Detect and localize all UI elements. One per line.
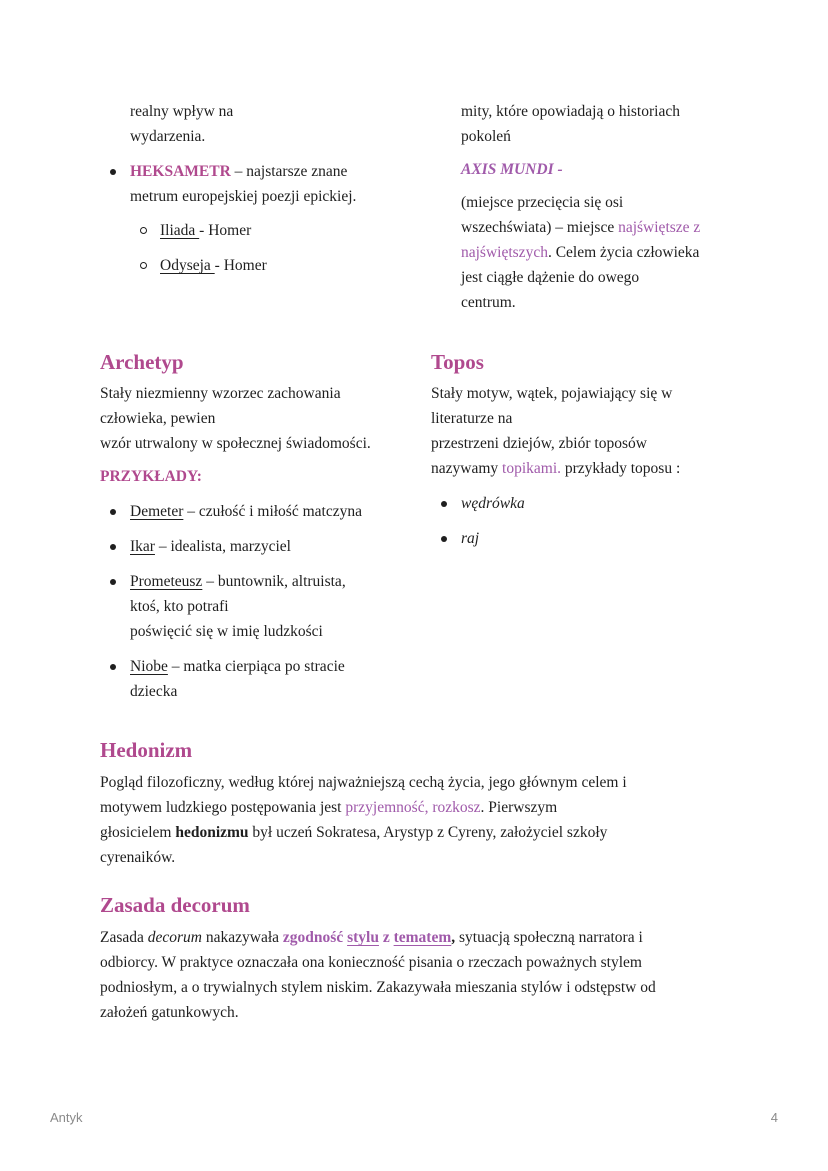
work-title: Odyseja <box>160 257 215 274</box>
topos-definition: Stały motyw, wątek, pojawiający się w literaturze na przestrzeni dziejów, zbiór toposów nazywamy topikami. przykłady toposu : <box>431 385 681 477</box>
work-title: Iliada <box>160 222 200 239</box>
works-list <box>160 218 430 278</box>
continued-text: mity, które opowiadają o historiach pokoleń <box>461 103 680 145</box>
section-heading: Hedonizm <box>100 738 193 762</box>
hedonizm-definition: Pogląd filozoficzny, według której najważniejszą cechą życia, jego głównym celem i motywem ludzkiego postępowania jest przyjemność, rozkosz. Pierwszym głosicielem hedonizmu był uczeń Sokratesa, Arystyp z Cyreny, założyciel szkoły cyrenaików. <box>100 774 627 866</box>
axis-mundi-definition: (miejsce przecięcia się osi wszechświata) – miejsce najświętsze z najświętszych. Celem życia człowieka jest ciągłe dążenie do owego centrum. <box>461 194 701 311</box>
footer-page-number: 4 <box>770 1110 778 1125</box>
list-item: Odyseja - Homer <box>160 253 430 278</box>
section-heading: Topos <box>431 350 484 374</box>
list-item: Prometeusz – buntownik, altruista, ktoś, kto potrafi poświęcić się w imię ludzkości <box>130 569 420 644</box>
left-top-block <box>130 99 430 278</box>
decorum-section <box>100 892 760 1025</box>
list-item: Demeter – czułość i miłość matczyna <box>130 499 420 524</box>
list-item: raj <box>461 526 751 551</box>
continued-text: realny wpływ na wydarzenia. <box>130 103 234 145</box>
right-top-block <box>461 99 761 315</box>
archetyp-definition: Stały niezmienny wzorzec zachowania człowieka, pewien wzór utrwalony w społecznej świadomości. <box>100 385 371 452</box>
axis-mundi-term: AXIS MUNDI - <box>461 161 563 178</box>
list-item: wędrówka <box>461 491 751 516</box>
list-item: Ikar – idealista, marzyciel <box>130 534 420 559</box>
topos-examples-list <box>461 491 751 551</box>
archetyp-examples-list <box>130 499 420 704</box>
list-item: Iliada - Homer <box>160 218 430 243</box>
hedonizm-section <box>100 737 740 870</box>
decorum-definition: Zasada decorum nakazywała zgodność stylu z tematem, sytuacją społeczną narratora i odbiorcy. W praktyce oznaczała ona konieczność pisania o rzeczach poważnych stylem podniosłym, a o trywialnych stylem niskim. Zakazywała mieszania stylów i odstępstw od założeń gatunkowych. <box>100 929 656 1021</box>
list-item: HEKSAMETR – najstarsze znane metrum europejskiej poezji epickiej. <box>130 159 430 209</box>
archetyp-section <box>100 349 420 704</box>
heksametr-term: HEKSAMETR <box>130 163 231 180</box>
examples-label: PRZYKŁADY: <box>100 468 202 485</box>
section-heading: Archetyp <box>100 350 184 374</box>
footer-section-name: Antyk <box>50 1110 83 1125</box>
heksametr-list <box>130 159 430 209</box>
topos-section <box>431 349 751 551</box>
list-item: Niobe – matka cierpiąca po stracie dziecka <box>130 654 420 704</box>
section-heading: Zasada decorum <box>100 893 250 917</box>
